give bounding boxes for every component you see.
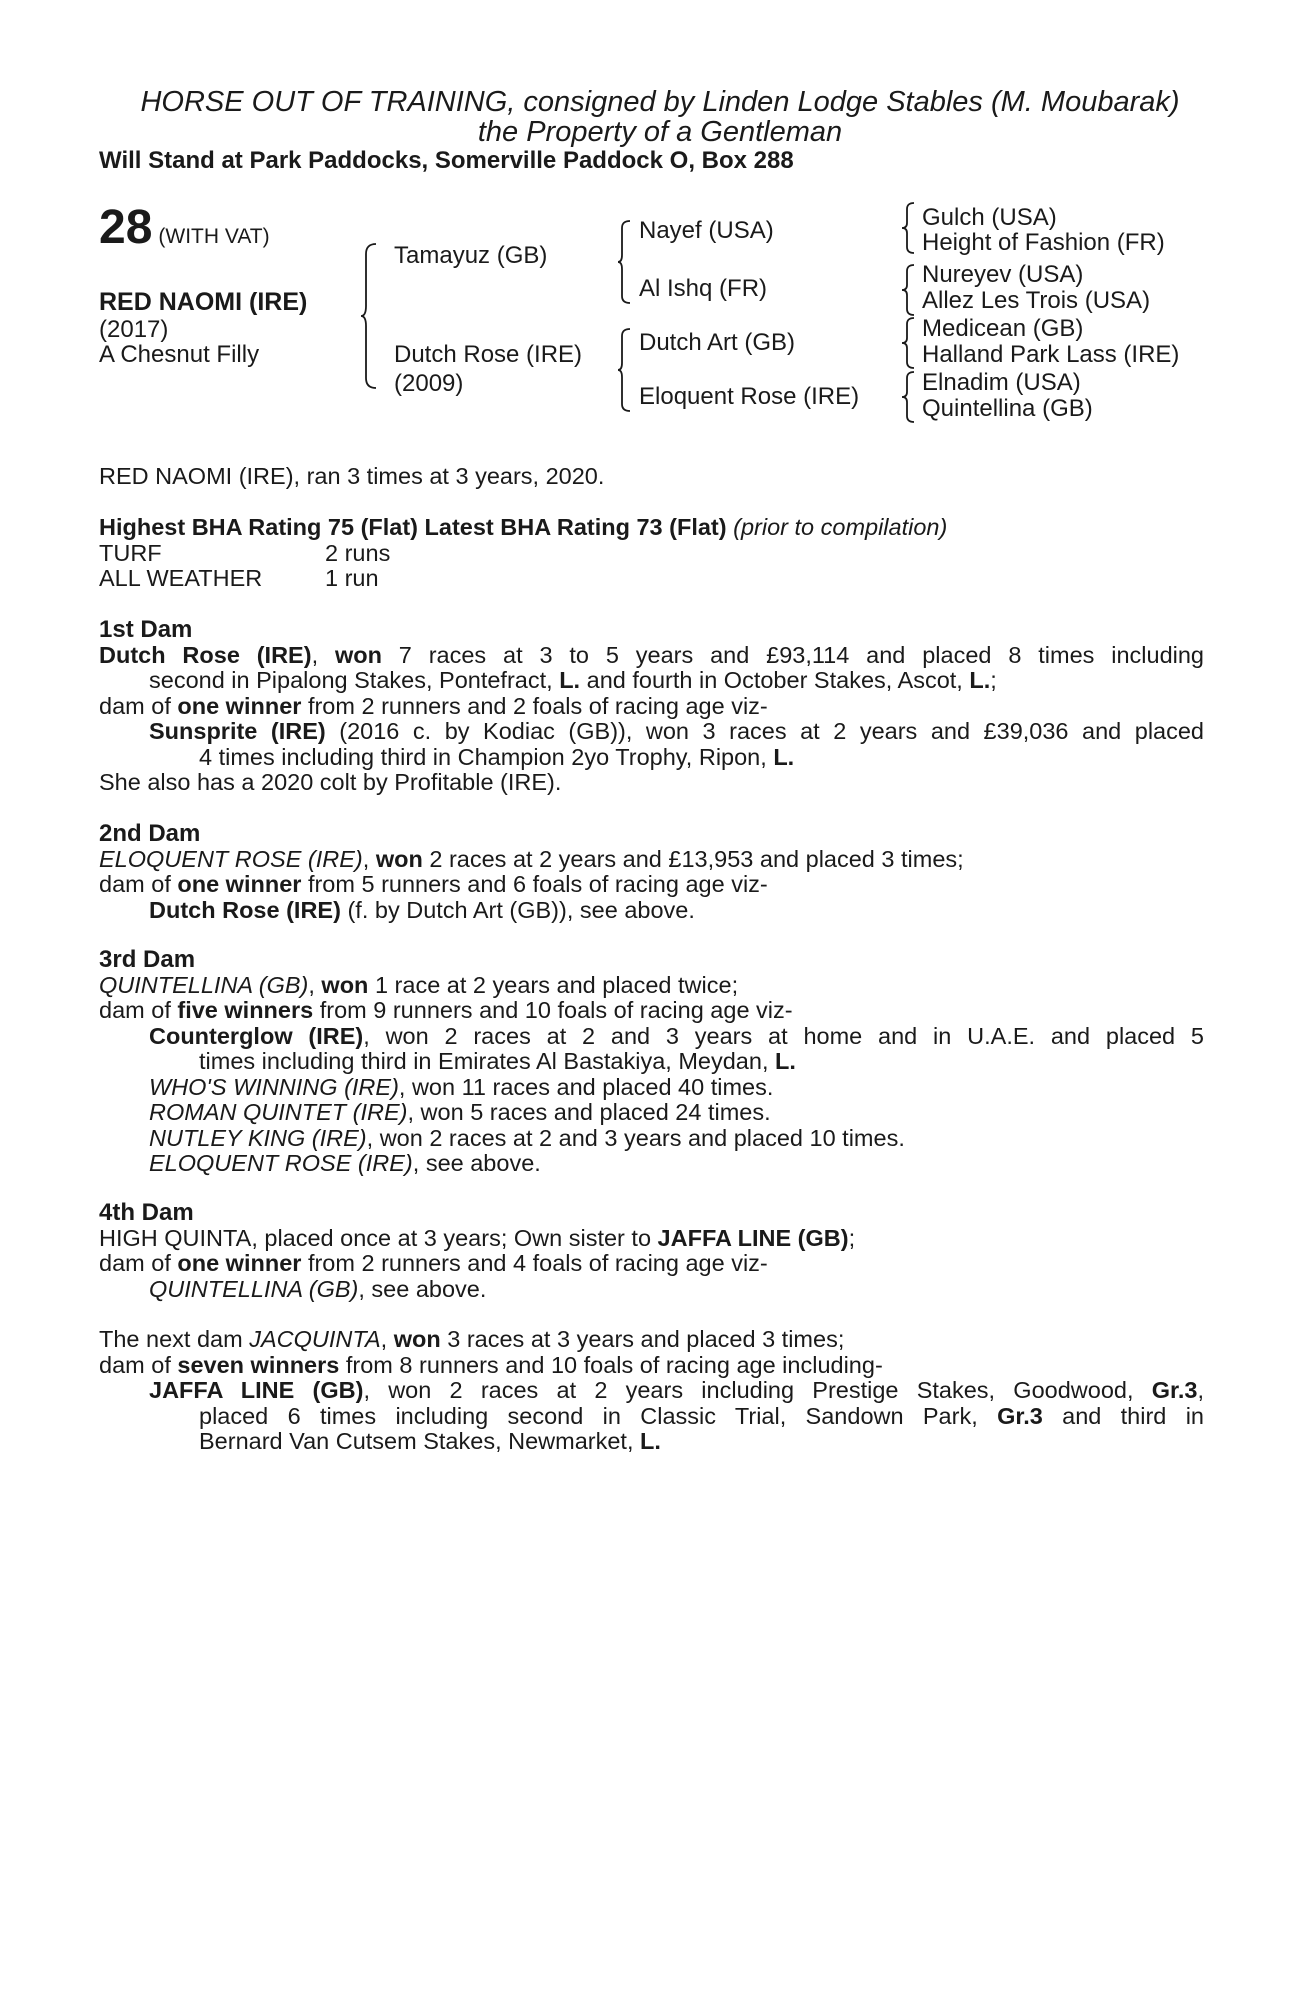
- horse-name: RED NAOMI (IRE): [99, 288, 308, 316]
- first-dam-section: 1st Dam Dutch Rose (IRE), won 7 races at 3 to 5 years and £93,114 and placed 8 times including second in Pipalong Stakes, Pontefract, L. and fourth in October Stakes, Ascot, L.; dam of one winner from 2 runners and 2 foals of racing age viz- Sunsprite (IRE) (2016 c. by Kodiac (GB)), won 3 races at 2 years and £39,036 and placed 4 times including third in Champion 2yo Trophy, Ripon, L. She also has a 2020 colt by Profitable (IRE).: [99, 616, 1205, 795]
- pedigree-brace-g1: [901, 201, 917, 255]
- pedigree-dam-sire: Dutch Art (GB): [639, 329, 796, 356]
- pedigree-dam-year: (2009): [394, 370, 464, 397]
- lot-header: [99, 202, 270, 254]
- pedigree-brace-sire: [617, 219, 633, 305]
- pedigree-g8: Quintellina (GB): [922, 395, 1093, 422]
- rating-row-turf: TURF 2 runs: [99, 539, 391, 566]
- pedigree-brace-g4: [901, 370, 917, 424]
- pedigree-g1: Gulch (USA): [922, 204, 1057, 231]
- lot-number: 28: [99, 201, 153, 254]
- horse-year: (2017): [99, 316, 169, 343]
- pedigree-g4: Allez Les Trois (USA): [922, 287, 1151, 314]
- second-dam-section: 2nd Dam ELOQUENT ROSE (IRE), won 2 races at 2 years and £13,953 and placed 3 times; dam of one winner from 5 runners and 6 foals of racing age viz- Dutch Rose (IRE) (f. by Dutch Art (GB)), see above.: [99, 821, 1204, 923]
- pedigree-dam-dam: Eloquent Rose (IRE): [639, 383, 860, 410]
- pedigree-sire-dam: Al Ishq (FR): [639, 275, 768, 302]
- fourth-dam-section: 4th Dam HIGH QUINTA, placed once at 3 years; Own sister to JAFFA LINE (GB); dam of one winner from 2 runners and 4 foals of racing age viz- QUINTELLINA (GB), see above.: [99, 1200, 1204, 1302]
- vat-note: (WITH VAT): [158, 225, 270, 248]
- rating-line: Highest BHA Rating 75 (Flat) Latest BHA Rating 73 (Flat) (prior to compilation): [99, 514, 948, 540]
- section-heading: 4th Dam: [99, 1199, 194, 1226]
- pedigree-g6: Halland Park Lass (IRE): [922, 341, 1180, 368]
- section-heading: 3rd Dam: [99, 946, 196, 973]
- pedigree-g7: Elnadim (USA): [922, 369, 1081, 396]
- pedigree-g5: Medicean (GB): [922, 315, 1084, 342]
- pedigree-brace-g3: [901, 316, 917, 370]
- next-dam-section: The next dam JACQUINTA, won 3 races at 3 years and placed 3 times; dam of seven winners from 8 runners and 10 foals of racing age including- JAFFA LINE (GB), won 2 races at 2 years including Prestige Stakes, Goodwood, Gr.3, placed 6 times including second in Classic Trial, Sandown Park, Gr.3 and third in Bernard Van Cutsem Stakes, Newmarket, L.: [99, 1326, 1204, 1454]
- rating-row-aw: ALL WEATHER 1 run: [99, 565, 379, 591]
- rating-block: [99, 515, 1204, 592]
- section-heading: 2nd Dam: [99, 820, 201, 847]
- pedigree-brace-g2: [901, 263, 917, 317]
- section-heading: 1st Dam: [99, 616, 193, 643]
- consignor-line: HORSE OUT OF TRAINING, consigned by Linden Lodge Stables (M. Moubarak): [140, 86, 1180, 118]
- pedigree-g2: Height of Fashion (FR): [922, 229, 1165, 256]
- stabling-line: Will Stand at Park Paddocks, Somerville Paddock O, Box 288: [99, 147, 794, 174]
- pedigree-dam: Dutch Rose (IRE): [394, 341, 583, 368]
- pedigree-brace-dam: [617, 327, 633, 413]
- property-line: the Property of a Gentleman: [477, 116, 843, 148]
- pedigree-sire-sire: Nayef (USA): [639, 217, 774, 244]
- pedigree-brace-main: [360, 242, 380, 390]
- race-summary: RED NAOMI (IRE), ran 3 times at 3 years, 2020.: [99, 463, 605, 489]
- third-dam-section: 3rd Dam QUINTELLINA (GB), won 1 race at 2 years and placed twice; dam of five winners from 9 runners and 10 foals of racing age viz- Counterglow (IRE), won 2 races at 2 and 3 years at home and in U.A.E. and placed 5 times including third in Emirates Al Bastakiya, Meydan, L. WHO'S WINNING (IRE), won 11 races and placed 40 times. ROMAN QUINTET (IRE), won 5 races and placed 24 times. NUTLEY KING (IRE), won 2 races at 2 and 3 years and placed 10 times. ELOQUENT ROSE (IRE), see above.: [99, 946, 1204, 1176]
- pedigree-g3: Nureyev (USA): [922, 261, 1084, 288]
- horse-description: A Chesnut Filly: [99, 341, 260, 368]
- pedigree-sire: Tamayuz (GB): [394, 242, 548, 269]
